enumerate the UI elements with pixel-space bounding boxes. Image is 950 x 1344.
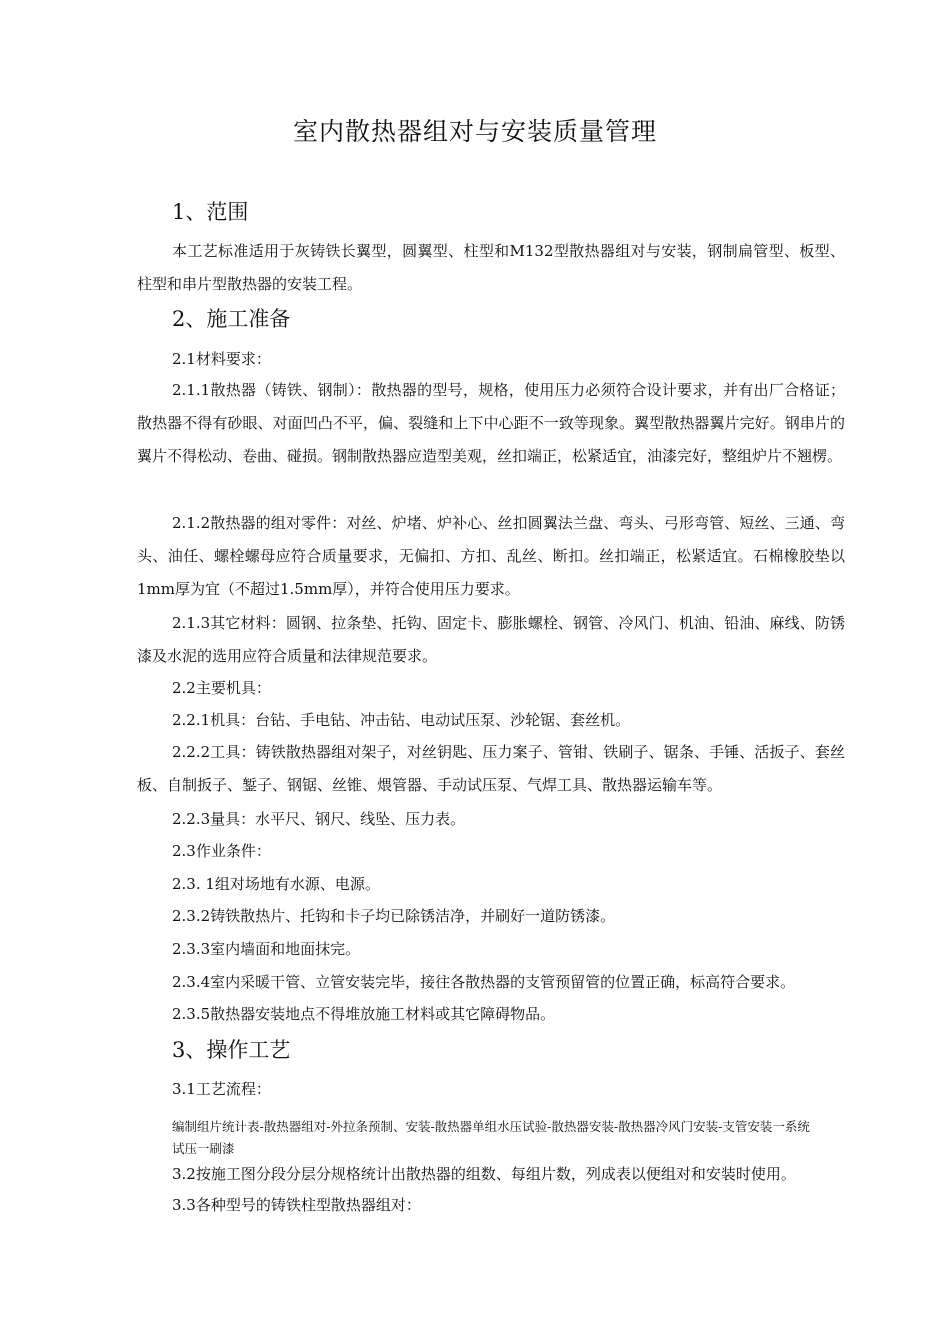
section-1-paragraph: 本工艺标准适用于灰铸铁长翼型，圆翼型、柱型和M132型散热器组对与安装，钢制扁管型、板型、柱型和串片型散热器的安装工程。: [137, 242, 845, 293]
line-3-3: 3.3各种型号的铸铁柱型散热器组对：: [172, 1196, 421, 1214]
section-1-heading: 1、范围: [172, 200, 249, 224]
line-2-2-3: 2.2.3量具：水平尺、钢尺、线坠、压力表。: [172, 810, 466, 828]
section-2-heading: 2、施工准备: [172, 307, 291, 331]
subsection-2-1: 2.1材料要求：: [172, 350, 271, 368]
subsection-2-3: 2.3作业条件：: [172, 842, 271, 860]
line-2-3-2: 2.3.2铸铁散热片、托钩和卡子均已除锈洁净，并刷好一道防锈漆。: [172, 907, 616, 925]
document-title: 室内散热器组对与安装质量管理: [292, 117, 657, 146]
line-2-3-5: 2.3.5散热器安装地点不得堆放施工材料或其它障碍物品。: [172, 1005, 556, 1023]
paragraph-2-1-2: 2.1.2散热器的组对零件：对丝、炉堵、炉补心、丝扣圆翼法兰盘、弯头、弓形弯管、短丝、三通、弯头、油任、螺栓螺母应符合质量要求，无偏扣、方扣、乱丝、断扣。丝扣端正，松紧适宜。石棉橡胶垫以1mm厚为宜（不超过1.5mm厚），并符合使用压力要求。: [137, 514, 845, 598]
paragraph-2-1-1: 2.1.1散热器（铸铁、钢制）：散热器的型号，规格，使用压力必须符合设计要求，并有出厂合格证；散热器不得有砂眼、对面凹凸不平，偏、裂缝和上下中心距不一致等现象。翼型散热器翼片完好。钢串片的翼片不得松动、卷曲、碰损。钢制散热器应造型美观，丝扣端正，松紧适宜，油漆完好，整组炉片不翘楞。: [137, 381, 845, 465]
section-3-heading: 3、操作工艺: [172, 1038, 291, 1062]
line-2-3-1: 2.3. 1组对场地有水源、电源。: [172, 875, 380, 893]
line-2-3-3: 2.3.3室内墙面和地面抹完。: [172, 940, 361, 958]
subsection-2-2: 2.2主要机具：: [172, 679, 271, 697]
paragraph-2-1-3: 2.1.3其它材料：圆钢、拉条垫、托钩、固定卡、膨胀螺栓、钢管、冷风门、机油、铅油、麻线、防锈漆及水泥的选用应符合质量和法律规范要求。: [137, 614, 845, 665]
process-flow-text: 编制组片统计表-散热器组对-外拉条预制、安装-散热器单组水压试验-散热器安装-散热器冷风门安装-支管安装一系统试压一刷漆: [172, 1119, 810, 1156]
line-2-2-1: 2.2.1机具：台钻、手电钻、冲击钻、电动试压泵、沙轮锯、套丝机。: [172, 711, 631, 729]
subsection-3-1: 3.1工艺流程：: [172, 1080, 271, 1098]
paragraph-2-2-2: 2.2.2工具：铸铁散热器组对架子，对丝钥匙、压力案子、管钳、铁刷子、锯条、手锤、活扳子、套丝板、自制扳子、錾子、钢锯、丝锥、煨管器、手动试压泵、气焊工具、散热器运输车等。: [137, 743, 845, 794]
line-2-3-4: 2.3.4室内采暖干管、立管安装完毕，接往各散热器的支管预留管的位置正确，标高符合要求。: [172, 973, 796, 991]
line-3-2: 3.2按施工图分段分层分规格统计出散热器的组数、每组片数，列成表以便组对和安装时使用。: [172, 1165, 796, 1183]
